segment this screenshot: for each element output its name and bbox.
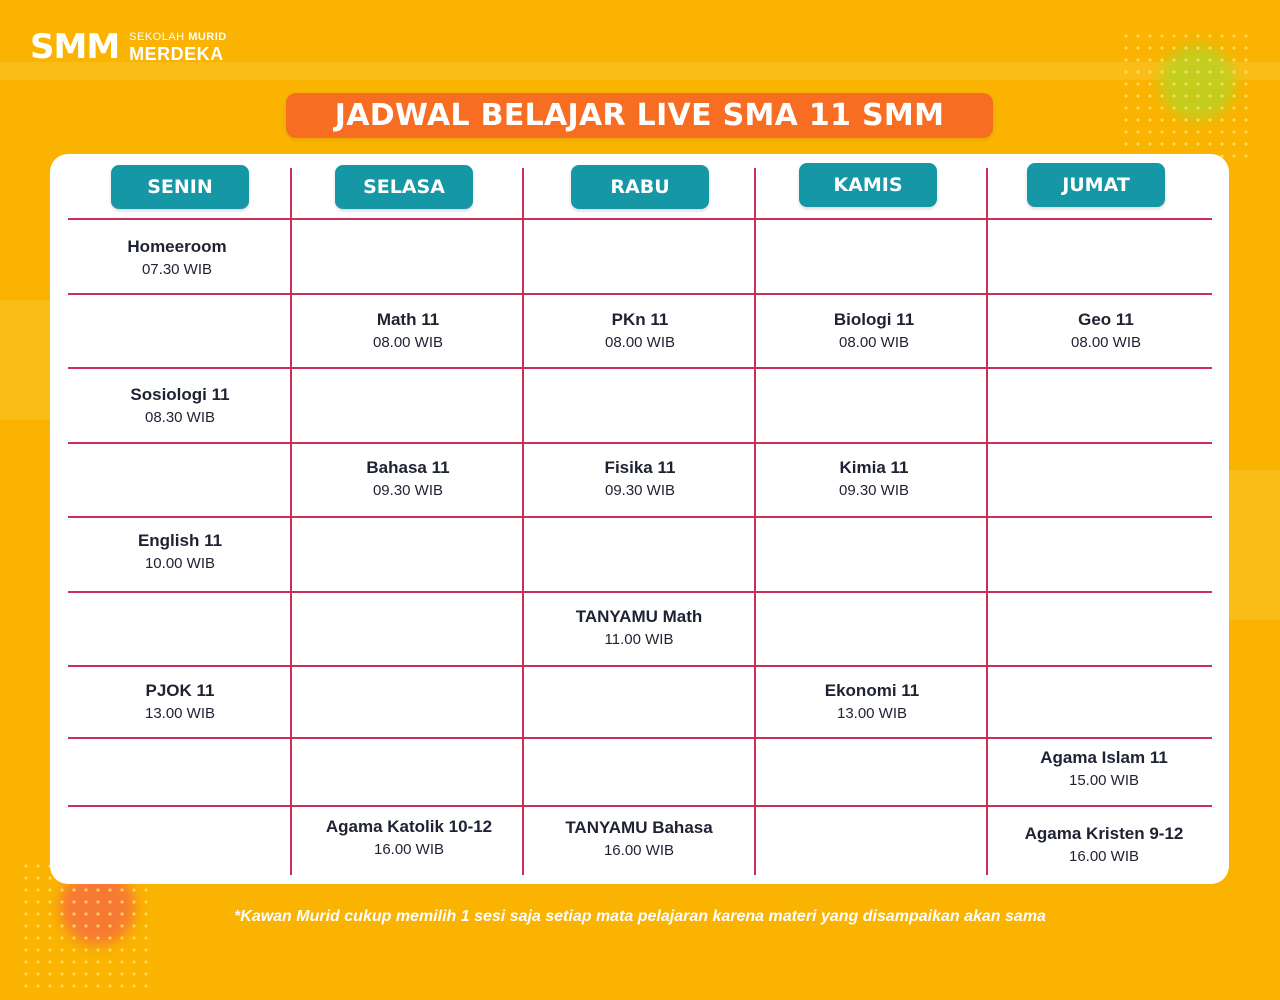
subject-name: Sosiologi 11 (130, 385, 230, 404)
session-time: 08.00 WIB (1070, 334, 1142, 351)
schedule-entry (145, 680, 215, 725)
day-header-senin: SENIN (111, 165, 249, 209)
grid-column-divider (754, 168, 756, 875)
session-time: 10.00 WIB (144, 555, 216, 572)
session-time: 16.00 WIB (373, 841, 445, 858)
schedule-entry (1040, 747, 1168, 792)
grid-row-divider (68, 442, 1212, 444)
subject-name: Geo 11 (1078, 310, 1134, 329)
schedule-entry (366, 457, 449, 502)
schedule-entry (1025, 823, 1184, 868)
bg-stripe (0, 62, 1280, 80)
schedule-entry (130, 384, 229, 429)
schedule-entry (565, 817, 712, 862)
grid-row-divider (68, 665, 1212, 667)
logo-name: MERDEKA (129, 43, 224, 64)
grid-column-divider (522, 168, 524, 875)
logo-text (129, 32, 227, 63)
subject-name: Agama Katolik 10-12 (325, 817, 493, 836)
schedule-entry (605, 457, 676, 502)
session-time: 15.00 WIB (1068, 772, 1140, 789)
subject-name: PJOK 11 (145, 681, 215, 700)
subject-name: PKn 11 (611, 310, 669, 329)
session-time: 09.30 WIB (372, 482, 444, 499)
logo-tagline-plain: SEKOLAH (129, 30, 185, 43)
subject-name: TANYAMU Bahasa (565, 818, 713, 837)
page-title: JADWAL BELAJAR LIVE SMA 11 SMM (334, 98, 945, 133)
schedule-entry (127, 236, 226, 281)
session-time: 11.00 WIB (604, 631, 674, 648)
subject-name: Ekonomi 11 (824, 681, 920, 700)
logo-tagline (129, 32, 227, 43)
grid-row-divider (68, 218, 1212, 220)
grid-row-divider (68, 293, 1212, 295)
schedule-entry (326, 816, 492, 861)
decorative-dots (1120, 30, 1250, 160)
subject-name: Homeeroom (127, 237, 227, 256)
logo-mark: SMM (30, 27, 120, 67)
session-time: 09.30 WIB (838, 482, 910, 499)
smm-logo (30, 27, 227, 67)
day-header-rabu: RABU (571, 165, 709, 209)
schedule-entry (839, 457, 909, 502)
subject-name: Math 11 (376, 310, 440, 329)
session-time: 07.30 WIB (141, 261, 213, 278)
session-time: 13.00 WIB (144, 705, 216, 722)
subject-name: English 11 (137, 531, 223, 550)
grid-row-divider (68, 516, 1212, 518)
schedule-entry (1071, 309, 1141, 354)
grid-column-divider (290, 168, 292, 875)
grid-row-divider (68, 591, 1212, 593)
grid-column-divider (986, 168, 988, 875)
subject-name: Bahasa 11 (366, 458, 450, 477)
session-time: 08.00 WIB (372, 334, 444, 351)
day-header-selasa: SELASA (335, 165, 473, 209)
session-time: 08.30 WIB (144, 409, 216, 426)
logo-tagline-bold: MURID (188, 30, 227, 43)
day-header-kamis: KAMIS (799, 163, 937, 207)
session-time: 13.00 WIB (836, 705, 908, 722)
subject-name: Biologi 11 (833, 310, 915, 329)
session-time: 08.00 WIB (838, 334, 910, 351)
subject-name: Kimia 11 (839, 458, 909, 477)
day-header-jumat: JUMAT (1027, 163, 1165, 207)
session-time: 09.30 WIB (604, 482, 676, 499)
grid-row-divider (68, 367, 1212, 369)
schedule-entry (576, 606, 703, 651)
subject-name: TANYAMU Math (575, 607, 703, 626)
footnote: *Kawan Murid cukup memilih 1 sesi saja setiap mata pelajaran karena materi yang disampaikan akan sama (234, 908, 1046, 925)
grid-row-divider (68, 737, 1212, 739)
subject-name: Fisika 11 (604, 458, 676, 477)
schedule-entry (825, 680, 919, 725)
schedule-entry (605, 309, 675, 354)
subject-name: Agama Islam 11 (1040, 748, 1168, 767)
session-time: 08.00 WIB (604, 334, 676, 351)
grid-row-divider (68, 805, 1212, 807)
schedule-entry (138, 530, 222, 575)
subject-name: Agama Kristen 9-12 (1024, 824, 1184, 843)
schedule-entry (373, 309, 443, 354)
bg-stripe (1225, 470, 1280, 620)
session-time: 16.00 WIB (1068, 848, 1140, 865)
title-banner (286, 93, 993, 138)
session-time: 16.00 WIB (603, 842, 675, 859)
schedule-entry (834, 309, 914, 354)
